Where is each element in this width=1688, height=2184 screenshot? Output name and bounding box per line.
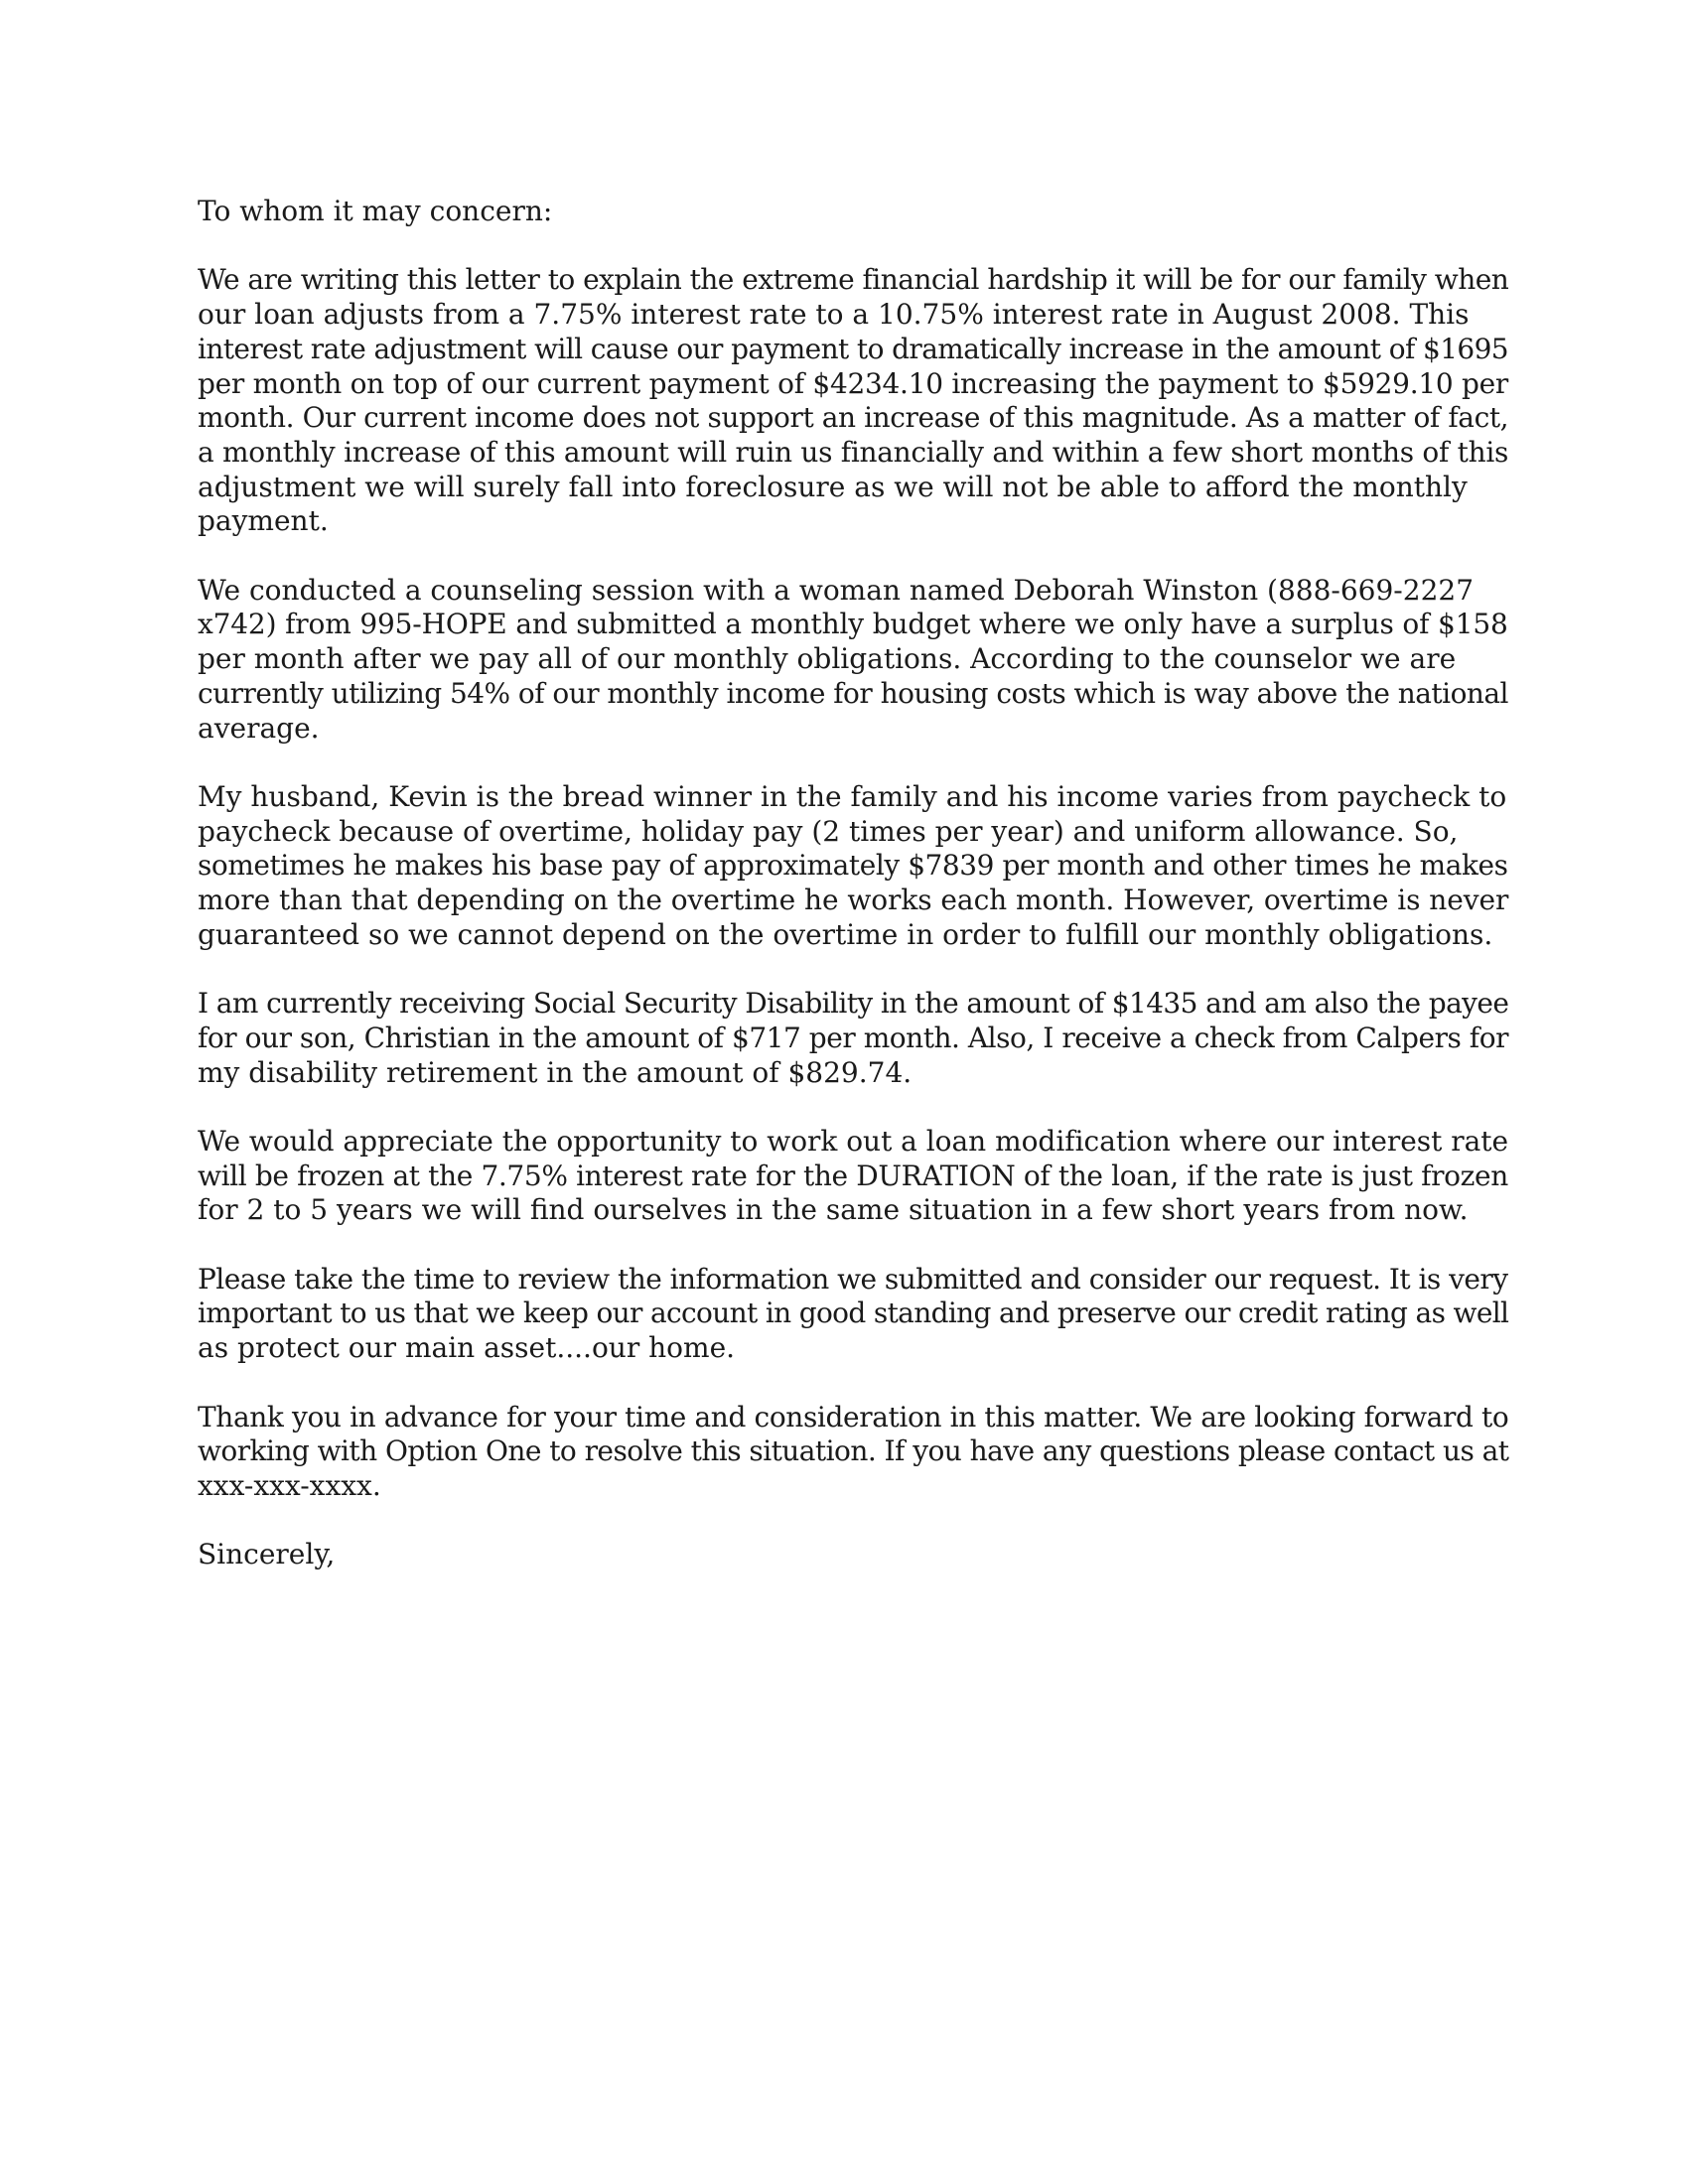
text-line: as protect our main asset....our home. [198,1331,736,1365]
text-line: adjustment we will surely fall into foreclosure as we will not be able to afford the monthly [198,470,1468,503]
text-line: We conducted a counseling session with a woman named Deborah Winston (888-669-2227 [198,573,1475,607]
closing-text: Sincerely, [198,1538,336,1571]
text-line: month. Our current income does not support an increase of this magnitude. As a matter of fact, [198,401,1509,435]
text-line: my disability retirement in the amount of $829.74. [198,1055,913,1089]
text-line: per month after we pay all of our monthly obligations. According to the counselor we are [198,642,1457,676]
paragraph-review-request [198,1263,1508,1366]
text-line: working with Option One to resolve this situation. If you have any questions please contact us at [198,1434,1509,1468]
salutation [198,195,1508,229]
paragraph-disability-income [198,987,1508,1090]
text-line: paycheck because of overtime, holiday pay (2 times per year) and uniform allowance. So, [198,814,1459,848]
text-line: payment. [198,504,329,538]
text-line: We are writing this letter to explain the extreme financial hardship it will be for our family when [198,263,1509,297]
salutation-text: To whom it may concern: [198,195,553,227]
text-line: important to us that we keep our account in good standing and preserve our credit rating as well [198,1297,1509,1330]
text-line: will be frozen at the 7.75% interest rate for the DURATION of the loan, if the rate is just frozen [198,1159,1508,1192]
text-line: guaranteed so we cannot depend on the overtime in order to fulfill our monthly obligations. [198,917,1493,951]
text-line: I am currently receiving Social Security Disability in the amount of $1435 and am also the payee [198,987,1509,1021]
text-line: My husband, Kevin is the bread winner in the family and his income varies from paycheck to [198,779,1507,813]
text-line: a monthly increase of this amount will ruin us financially and within a few short months of this [198,435,1509,469]
text-line: Thank you in advance for your time and consideration in this matter. We are looking forward to [198,1400,1509,1433]
paragraph-thank-you [198,1401,1508,1504]
text-line: sometimes he makes his base pay of approximately $7839 per month and other times he makes [198,849,1508,883]
paragraph-counseling [198,574,1508,747]
text-line: xxx-xxx-xxxx. [198,1468,381,1502]
text-line: per month on top of our current payment of $4234.10 increasing the payment to $5929.10 per [198,366,1509,400]
text-line: x742) from 995-HOPE and submitted a monthly budget where we only have a surplus of $158 [198,608,1508,641]
paragraph-husband-income [198,780,1508,953]
letter-body [198,195,1508,1607]
paragraph-modification-request [198,1125,1508,1228]
text-line: Please take the time to review the information we submitted and consider our request. It is very [198,1262,1508,1296]
text-line: We would appreciate the opportunity to work out a loan modification where our interest rate [198,1124,1509,1158]
text-line: average. [198,711,320,745]
text-line: our loan adjusts from a 7.75% interest rate to a 10.75% interest rate in August 2008. This [198,298,1470,332]
paragraph-loan-adjustment [198,263,1508,539]
text-line: interest rate adjustment will cause our payment to dramatically increase in the amount of $1695 [198,332,1509,365]
text-line: more than that depending on the overtime he works each month. However, overtime is never [198,884,1509,917]
text-line: currently utilizing 54% of our monthly income for housing costs which is way above the national [198,676,1508,710]
text-line: for 2 to 5 years we will find ourselves in the same situation in a few short years from now. [198,1193,1469,1227]
text-line: for our son, Christian in the amount of $717 per month. Also, I receive a check from Calpers for [198,1021,1509,1054]
closing [198,1538,1508,1572]
